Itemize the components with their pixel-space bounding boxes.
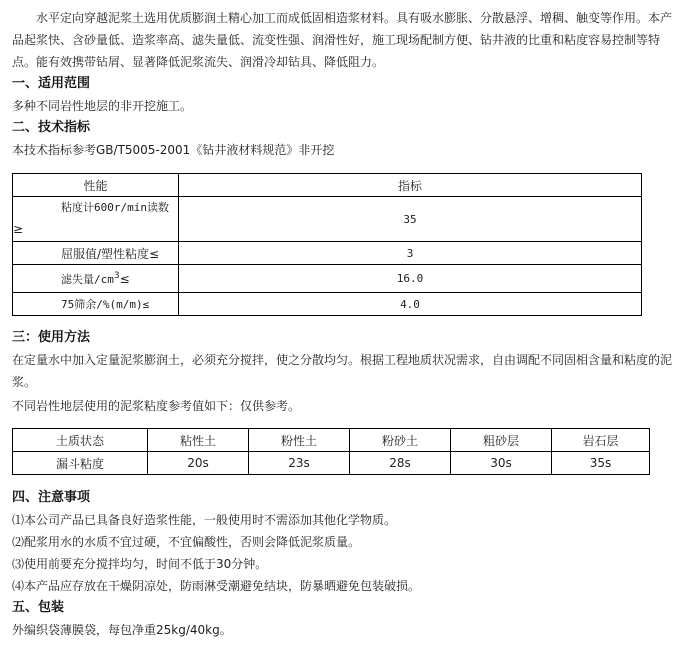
soil-type-cell: 粉砂土: [350, 429, 451, 452]
intro-line-1: 水平定向穿越泥浆土选用优质膨润土精心加工而成低固相造浆材料。具有吸水膨胀、分散悬浮、增稠、触变等作用。本产: [12, 11, 673, 25]
funnel-viscosity-row: [13, 452, 650, 475]
viscosity-cell: 30s: [451, 452, 552, 475]
property-cell: 屈服值/塑性粘度≤: [13, 242, 179, 265]
intro-line-3: 点。能有效携带钻屑、显著降低泥浆流失、润滑冷却钻具、降低阻力。: [12, 55, 385, 69]
viscosity-cell: 23s: [249, 452, 350, 475]
viscosity-cell: 20s: [148, 452, 249, 475]
section1-text: 多种不同岩性地层的非开挖施工。: [12, 99, 193, 113]
section2-heading: 二、技术指标: [12, 120, 91, 135]
viscosity-table: [12, 428, 650, 475]
viscosity-cell: 28s: [350, 452, 451, 475]
section3-heading: 三：使用方法: [12, 330, 91, 345]
soil-type-cell: 粉性土: [249, 429, 350, 452]
section3-line-1: 在定量水中加入定量泥浆膨润土，必须充分搅拌，使之分散均匀。根据工程地质状况需求，自由调配不同固相含量和粘度的泥: [12, 353, 673, 367]
property-superscript: 3: [113, 270, 120, 281]
table-row: [13, 293, 642, 316]
property-suffix: ≤: [119, 271, 130, 286]
property-cell: 75筛余/%(m/m)≤: [13, 293, 179, 316]
property-cell: [13, 197, 179, 242]
property-suffix: ≥: [13, 222, 24, 236]
notice-item-4: ⑷本产品应存放在干燥阴凉处，防雨淋受潮避免结块，防暴晒避免包装破损。: [12, 579, 421, 593]
section3-line-2: 浆。: [12, 375, 37, 389]
funnel-viscosity-label: 漏斗粘度: [13, 452, 148, 475]
tech-spec-header-row: [13, 174, 642, 197]
section4-heading: 四、注意事项: [12, 490, 91, 505]
viscosity-cell: 35s: [552, 452, 650, 475]
table-row: [13, 242, 642, 265]
table-row: [13, 197, 642, 242]
property-text: 粘度计600r/min读数: [61, 201, 169, 214]
section1-heading: 一、适用范围: [12, 76, 91, 91]
soil-type-label: 土质状态: [13, 429, 148, 452]
soil-type-cell: 粗砂层: [451, 429, 552, 452]
value-cell: 35: [179, 197, 642, 242]
section5-heading: 五、包装: [12, 600, 65, 615]
value-cell: 4.0: [179, 293, 642, 316]
value-cell: 16.0: [179, 265, 642, 293]
soil-type-cell: 岩石层: [552, 429, 650, 452]
soil-type-cell: 粘性土: [148, 429, 249, 452]
section5-text: 外编织袋薄膜袋，每包净重25kg/40kg。: [12, 623, 232, 637]
notice-item-1: ⑴本公司产品已具备良好造浆性能，一般使用时不需添加其他化学物质。: [12, 513, 397, 527]
notice-item-2: ⑵配浆用水的水质不宜过硬，不宜偏酸性，否则会降低泥浆质量。: [12, 535, 361, 549]
section2-text: 本技术指标参考GB/T5005-2001《钻井液材料规范》非开挖: [12, 143, 335, 157]
intro-line-2: 品起浆快、含砂量低、造浆率高、滤失量低、流变性强、润滑性好，施工现场配制方便、钻井液的比重和粘度容易控制等特: [12, 33, 661, 47]
property-cell: [13, 265, 179, 293]
table-row: [13, 265, 642, 293]
value-cell: 3: [179, 242, 642, 265]
header-value: 指标: [179, 174, 642, 197]
section3-line-3: 不同岩性地层使用的泥浆粘度参考值如下：仅供参考。: [12, 399, 301, 413]
property-text: 滤失量/cm: [61, 272, 114, 286]
header-property: 性能: [13, 174, 179, 197]
notice-item-3: ⑶使用前要充分搅拌均匀，时间不低于30分钟。: [12, 557, 268, 571]
tech-spec-table: [12, 173, 642, 316]
soil-type-row: [13, 429, 650, 452]
